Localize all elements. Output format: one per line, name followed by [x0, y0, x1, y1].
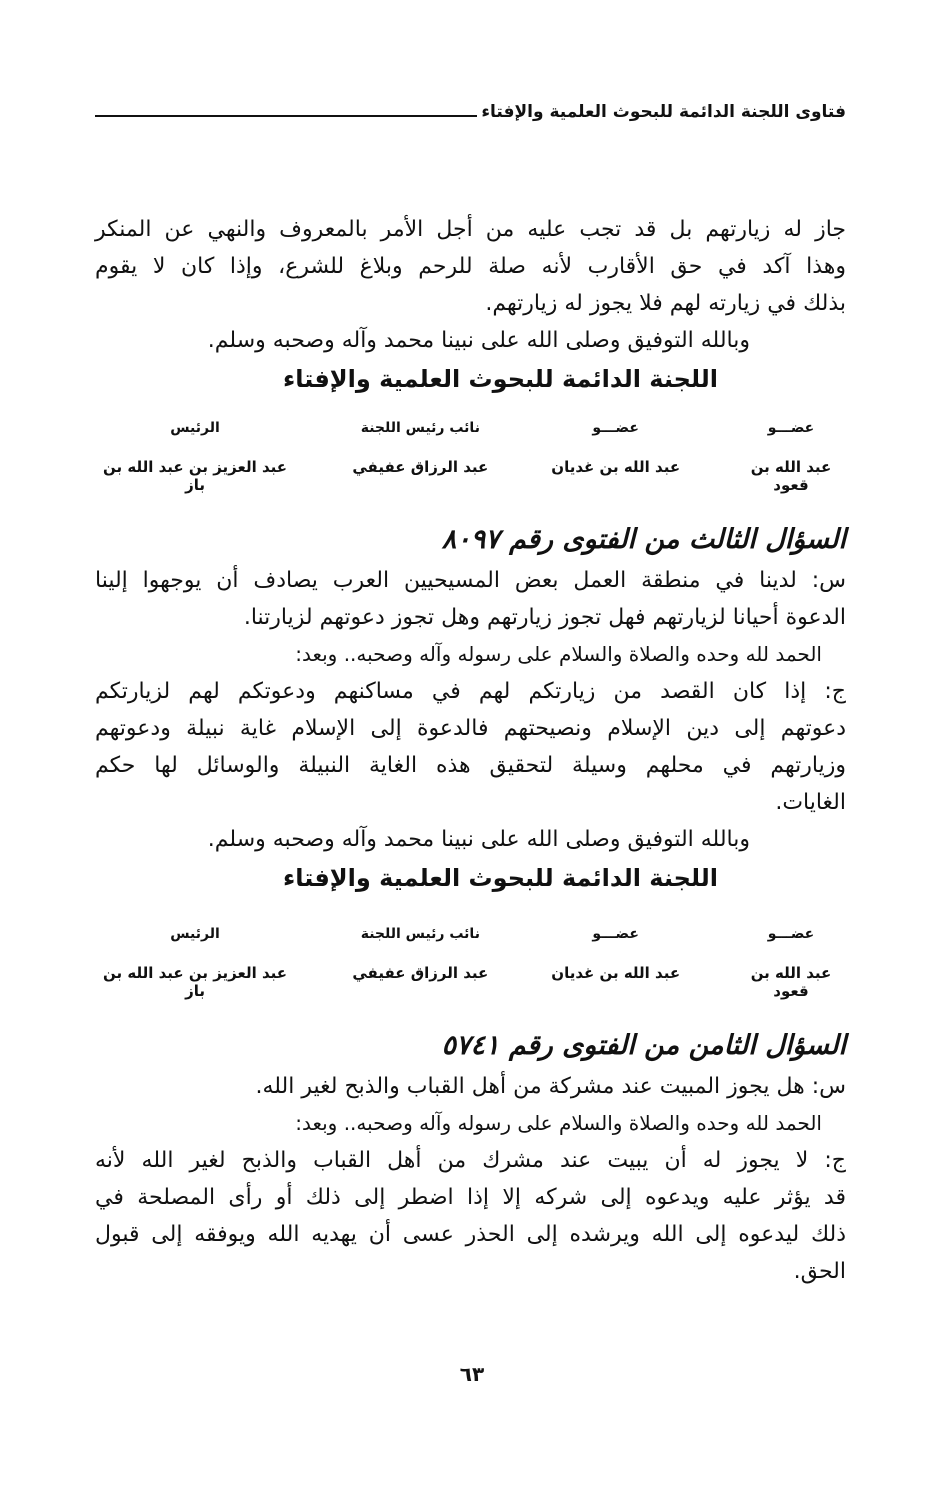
section2-answer-line-3: وزيارتهم في محلهم وسيلة لتحقيق هذه الغاية النبيلة والوسائل لها حكم [95, 753, 846, 778]
section1-signatures [95, 420, 846, 494]
signature-role: نائب رئيس اللجنة [360, 926, 480, 942]
signature-name: عبد الله بن قعود [750, 458, 832, 494]
signature-deputy [345, 926, 495, 1000]
signature-member-2 [546, 420, 686, 494]
signature-name: عبد العزيز بن عبد الله بن باز [103, 458, 287, 494]
section2-committee: اللجنة الدائمة للبحوث العلمية والإفتاء [283, 864, 718, 892]
signature-name: عبد العزيز بن عبد الله بن باز [103, 964, 287, 1000]
section2-answer-line-4: الغايات. [775, 790, 846, 815]
signature-name: عبد الرزاق عفيفي [352, 458, 489, 476]
signature-name: عبد الله بن قعود [750, 964, 832, 1000]
header-rule [95, 115, 477, 117]
section3-answer-line-2: قد يؤثر عليه ويدعوه إلى شركه إلا إذا اضطر إلى ذلك أو رأى المصلحة في [95, 1185, 846, 1210]
signature-president [95, 926, 295, 1000]
signature-role: عضـــو [767, 926, 815, 942]
section3-answer-line-1: ج: لا يجوز له أن يبيت عند مشرك من أهل القباب والذبح لغير الله لأنه [95, 1148, 846, 1173]
signature-role: عضـــو [767, 420, 815, 436]
section1-line-2: وهذا آكد في حق الأقارب لأنه صلة للرحم وبلاغ للشرع، وإذا كان لا يقوم [95, 254, 846, 279]
section3 [95, 1024, 846, 1290]
signature-name: عبد الله بن غديان [551, 458, 681, 476]
signature-name: عبد الله بن غديان [551, 964, 681, 982]
section1-line-1: جاز له زيارتهم بل قد تجب عليه من أجل الأمر بالمعروف والنهي عن المنكر [95, 217, 846, 242]
section1 [95, 211, 846, 399]
signature-member-1 [736, 926, 846, 1000]
header-title: فتاوى اللجنة الدائمة للبحوث العلمية والإفتاء [481, 102, 846, 122]
signature-president [95, 420, 295, 494]
signature-role: الرئيس [170, 420, 220, 436]
section2-closing: وبالله التوفيق وصلى الله على نبينا محمد وآله وصحبه وسلم. [207, 827, 750, 852]
section3-answer-line-4: الحق. [793, 1259, 846, 1284]
section2 [95, 518, 846, 898]
signature-role: الرئيس [170, 926, 220, 942]
signature-role: نائب رئيس اللجنة [360, 420, 480, 436]
page-number: ٦٣ [459, 1362, 485, 1386]
section2-answer-line-2: دعوتهم إلى دين الإسلام ونصيحتهم فالدعوة إلى الإسلام غاية نبيلة ودعوتهم [95, 716, 846, 741]
running-header [95, 102, 846, 122]
signature-name: عبد الرزاق عفيفي [352, 964, 489, 982]
section3-title: السؤال الثامن من الفتوى رقم ٥٧٤١ [441, 1030, 846, 1061]
section2-praise: الحمد لله وحده والصلاة والسلام على رسوله وآله وصحبه.. وبعد: [295, 642, 822, 666]
section2-question-line-1: س: لدينا في منطقة العمل بعض المسيحيين العرب يصادف أن يوجهوا إلينا [95, 568, 846, 593]
signature-member-2 [546, 926, 686, 1000]
signature-role: عضـــو [592, 420, 639, 436]
section3-question: س: هل يجوز المبيت عند مشركة من أهل القباب والذبح لغير الله. [255, 1074, 846, 1099]
signature-deputy [345, 420, 495, 494]
section2-question-line-2: الدعوة أحيانا لزيارتهم فهل تجوز زيارتهم وهل تجوز دعوتهم لزيارتنا. [243, 605, 846, 630]
section1-closing: وبالله التوفيق وصلى الله على نبينا محمد وآله وصحبه وسلم. [207, 328, 750, 353]
signature-role: عضـــو [592, 926, 639, 942]
section1-line-3: بذلك في زيارته لهم فلا يجوز له زيارتهم. [485, 291, 846, 316]
section1-committee: اللجنة الدائمة للبحوث العلمية والإفتاء [283, 365, 718, 393]
section3-answer-line-3: ذلك ليدعوه إلى الله ويرشده إلى الحذر عسى أن يهديه الله ويوفقه إلى قبول [95, 1222, 846, 1247]
signature-member-1 [736, 420, 846, 494]
section2-signatures [95, 926, 846, 1000]
section2-answer-line-1: ج: إذا كان القصد من زيارتكم لهم في مساكنهم ودعوتكم لهم لزيارتكم [95, 679, 846, 704]
section2-title: السؤال الثالث من الفتوى رقم ٨٠٩٧ [441, 524, 846, 555]
section3-praise: الحمد لله وحده والصلاة والسلام على رسوله وآله وصحبه.. وبعد: [295, 1111, 822, 1135]
